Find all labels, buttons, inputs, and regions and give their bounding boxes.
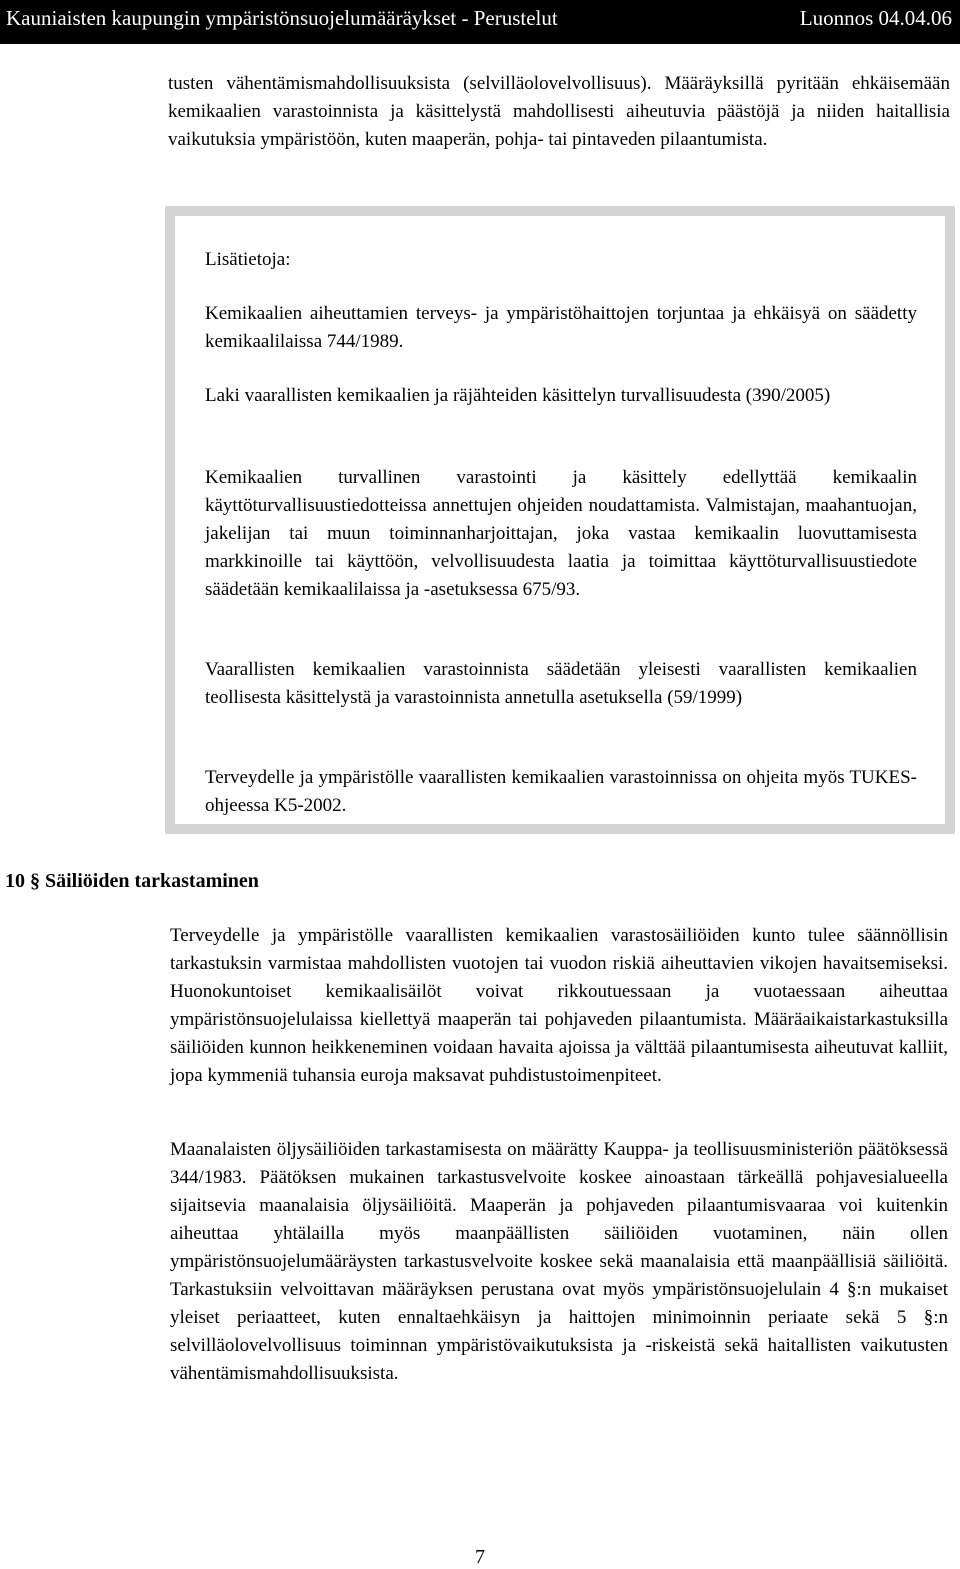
info-paragraph: Vaarallisten kemikaalien varastoinnista säädetään yleisesti vaarallisten kemikaalien teollisesta käsittelystä ja varastoinnista annetulla asetuksella (59/1999) [205, 659, 917, 708]
section-heading: 10 § Säiliöiden tarkastaminen [5, 870, 259, 892]
section-paragraph: Terveydelle ja ympäristölle vaarallisten kemikaalien varastosäiliöiden kunto tulee säännöllisin tarkastuksin varmistaa mahdollisten vuotojen tai vuodon riskiä aiheuttavien vikojen havaitsemiseksi. Huonokuntoiset kemikaalisäilöt voivat rikkoutuessaan ja vuotaessaan aiheuttaa ympäristönsuojelulaissa kiellettyä maaperän tai pohjaveden pilaantumista. Määräaikaistarkastuksilla säiliöiden kunnon heikkeneminen voidaan havaita ajoissa ja välttää pilaantumisesta aiheutuvat kalliit, jopa kymmeniä tuhansia euroja maksavat puhdistustoimenpiteet. [170, 925, 948, 1086]
info-paragraph: Kemikaalien aiheuttamien terveys- ja ympäristöhaittojen torjuntaa ja ehkäisyä on säädetty kemikaalilaissa 744/1989. [205, 303, 917, 352]
info-paragraph: Kemikaalien turvallinen varastointi ja käsittely edellyttää kemikaalin käyttöturvallisuustiedotteissa annettujen ohjeiden noudattamista. Valmistajan, maahantuojan, jakelijan tai muun toiminnanharjoittajan, joka vastaa kemikaalin luovuttamisesta markkinoille tai käyttöön, velvollisuudesta laatia ja toimittaa käyttöturvallisuustiedote säädetään kemikaalilaissa ja -asetuksessa 675/93. [205, 467, 917, 600]
section-paragraph: Maanalaisten öljysäiliöiden tarkastamisesta on määrätty Kauppa- ja teollisuusministeriön päätöksessä 344/1983. Päätöksen mukainen tarkastusvelvoite koskee ainoastaan tärkeällä pohjavesialueella sijaitsevia maanalaisia öljysäiliöitä. Maaperän ja pohjaveden pilaantumisvaaraa voi kuitenkin aiheuttaa yhtälailla myös maanpäällisten säiliöiden vuotaminen, näin ollen ympäristönsuojelumääräysten tarkastusvelvoite koskee sekä maanalaisia että maanpäällisiä säiliöitä. Tarkastuksiin velvoittavan määräyksen perustana ovat myös ympäristönsuojelulain 4 §:n mukaiset yleiset periaatteet, kuten ennaltaehkäisyn ja haittojen minimoinnin periaate sekä 5 §:n selvilläolovelvollisuus toiminnan ympäristövaikutuksista ja -riskeistä sekä haitallisten vaikutusten vähentämismahdollisuuksista. [170, 1139, 948, 1384]
page-number: 7 [475, 1546, 485, 1568]
intro-paragraph: tusten vähentämismahdollisuuksista (selvilläolovelvollisuus). Määräyksillä pyritään ehkäisemään kemikaalien varastoinnista ja käsittelystä mahdollisesti aiheutuvia päästöjä ja niiden haitallisia vaikutuksia ympäristöön, kuten maaperän, pohja- tai pintaveden pilaantumista. [168, 73, 950, 150]
document-title: Kauniaisten kaupungin ympäristönsuojelumääräykset - Perustelut [6, 6, 558, 30]
draft-date: Luonnos 04.04.06 [799, 6, 952, 30]
info-box [165, 206, 955, 834]
info-box-label: Lisätietoja: [205, 249, 291, 270]
info-paragraph: Terveydelle ja ympäristölle vaarallisten kemikaalien varastoinnissa on ohjeita myös TUKES-ohjeessa K5-2002. [205, 767, 917, 816]
document-header [0, 0, 960, 44]
info-paragraph: Laki vaarallisten kemikaalien ja räjähteiden käsittelyn turvallisuudesta (390/2005) [205, 385, 831, 406]
